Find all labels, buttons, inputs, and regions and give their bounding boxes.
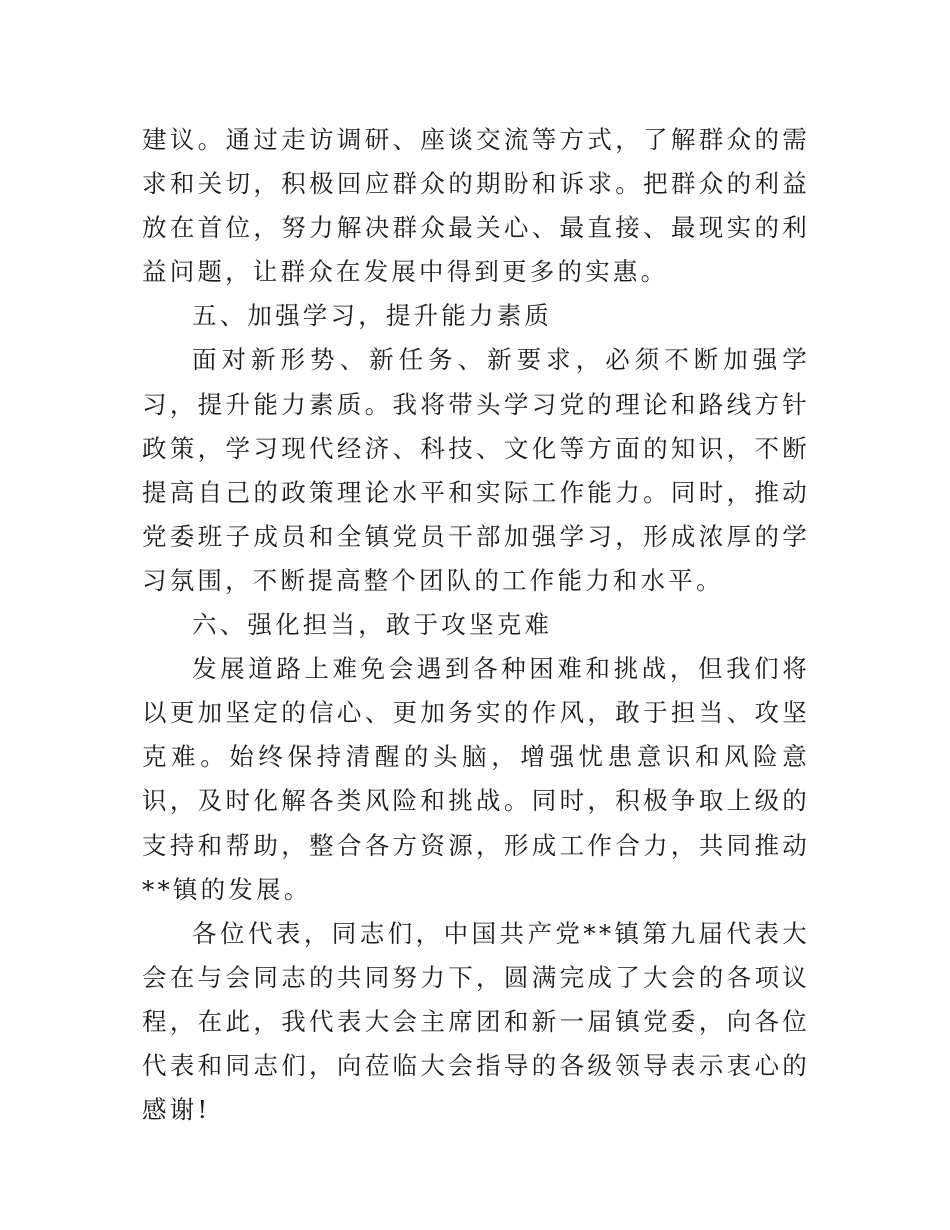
paragraph-learning: 面对新形势、新任务、新要求，必须不断加强学习，提升能力素质。我将带头学习党的理论和路线方针政策，学习现代经济、科技、文化等方面的知识，不断提高自己的政策理论水平和实际工作能力。同时，推动党委班子成员和全镇党员干部加强学习，形成浓厚的学习氛围，不断提高整个团队的工作能力和水平。 — [142, 345, 810, 595]
paragraph-closing: 各位代表，同志们，中国共产党**镇第九届代表大会在与会同志的共同努力下，圆满完成了大会的各项议程，在此，我代表大会主席团和新一届镇党委，向各位代表和同志们，向莅临大会指导的各级领导表示衷心的感谢! — [142, 918, 810, 1125]
document-body — [142, 118, 810, 1132]
paragraph-responsibility: 发展道路上难免会遇到各种困难和挑战，但我们将以更加坚定的信心、更加务实的作风，敢于担当、攻坚克难。始终保持清醒的头脑，增强忧患意识和风险意识，及时化解各类风险和挑战。同时，积极争取上级的支持和帮助，整合各方资源，形成工作合力，共同推动**镇的发展。 — [142, 654, 810, 904]
paragraph-continuation: 建议。通过走访调研、座谈交流等方式，了解群众的需求和关切，积极回应群众的期盼和诉求。把群众的利益放在首位，努力解决群众最关心、最直接、最现实的利益问题，让群众在发展中得到更多的实惠。 — [142, 125, 810, 287]
section-heading-six: 六、强化担当，敢于攻坚克难 — [192, 610, 553, 640]
section-heading-five: 五、加强学习，提升能力素质 — [192, 301, 553, 331]
